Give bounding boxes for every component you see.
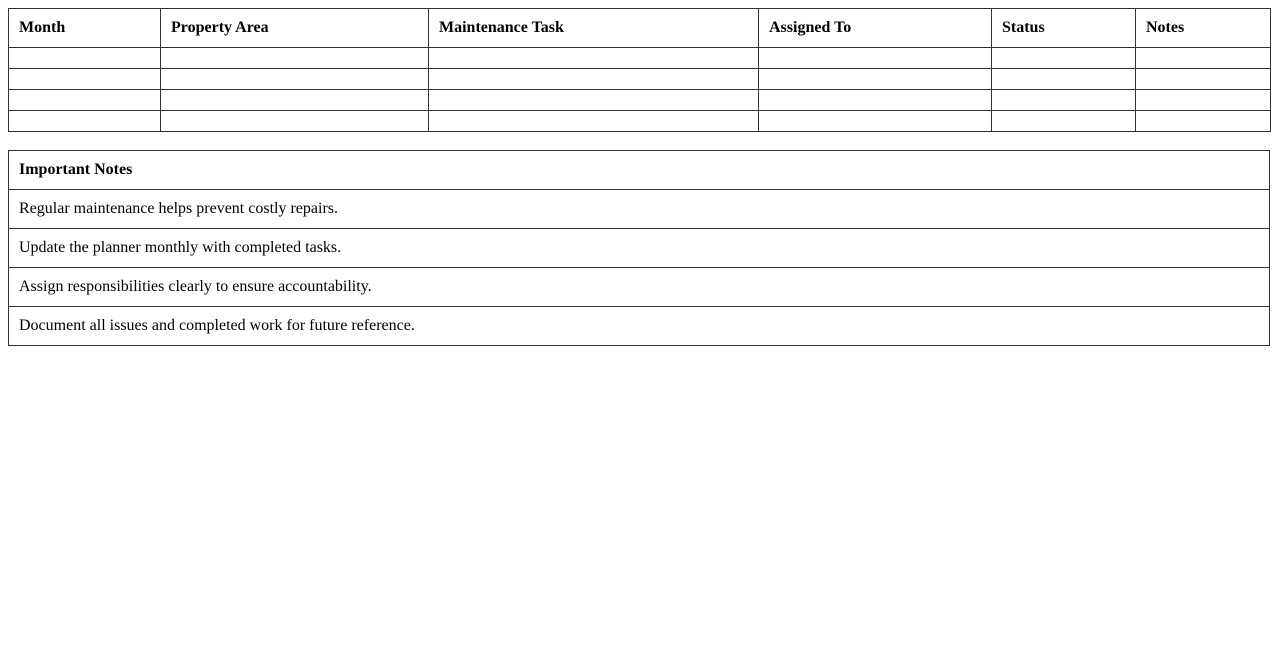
- note-row: [9, 190, 1270, 229]
- table-cell[interactable]: [1136, 90, 1271, 111]
- table-cell[interactable]: [992, 48, 1136, 69]
- note-item: Assign responsibilities clearly to ensure accountability.: [9, 268, 1270, 307]
- important-notes-title: Important Notes: [9, 151, 1270, 190]
- table-cell[interactable]: [992, 111, 1136, 132]
- table-cell[interactable]: [9, 48, 161, 69]
- table-cell[interactable]: [161, 69, 429, 90]
- table-cell[interactable]: [759, 111, 992, 132]
- table-cell[interactable]: [161, 48, 429, 69]
- note-item: Regular maintenance helps prevent costly repairs.: [9, 190, 1270, 229]
- table-cell[interactable]: [1136, 48, 1271, 69]
- table-cell[interactable]: [1136, 111, 1271, 132]
- column-header-status: Status: [992, 9, 1136, 48]
- note-row: [9, 229, 1270, 268]
- table-row: [9, 111, 1271, 132]
- column-header-maintenance-task: Maintenance Task: [429, 9, 759, 48]
- table-cell[interactable]: [429, 111, 759, 132]
- table-row: [9, 69, 1271, 90]
- table-row: [9, 90, 1271, 111]
- column-header-assigned-to: Assigned To: [759, 9, 992, 48]
- table-cell[interactable]: [992, 90, 1136, 111]
- notes-header-row: [9, 151, 1270, 190]
- table-cell[interactable]: [992, 69, 1136, 90]
- table-cell[interactable]: [429, 48, 759, 69]
- table-cell[interactable]: [1136, 69, 1271, 90]
- table-cell[interactable]: [429, 69, 759, 90]
- note-row: [9, 268, 1270, 307]
- table-cell[interactable]: [9, 111, 161, 132]
- table-cell[interactable]: [9, 69, 161, 90]
- table-row: [9, 48, 1271, 69]
- column-header-notes: Notes: [1136, 9, 1271, 48]
- maintenance-planner-table: [8, 8, 1271, 132]
- table-cell[interactable]: [161, 111, 429, 132]
- column-header-month: Month: [9, 9, 161, 48]
- table-cell[interactable]: [759, 69, 992, 90]
- note-item: Document all issues and completed work for future reference.: [9, 307, 1270, 346]
- column-header-property-area: Property Area: [161, 9, 429, 48]
- table-cell[interactable]: [759, 90, 992, 111]
- table-cell[interactable]: [9, 90, 161, 111]
- note-item: Update the planner monthly with completed tasks.: [9, 229, 1270, 268]
- important-notes-table: [8, 150, 1270, 346]
- table-cell[interactable]: [161, 90, 429, 111]
- table-cell[interactable]: [759, 48, 992, 69]
- table-cell[interactable]: [429, 90, 759, 111]
- header-row: [9, 9, 1271, 48]
- note-row: [9, 307, 1270, 346]
